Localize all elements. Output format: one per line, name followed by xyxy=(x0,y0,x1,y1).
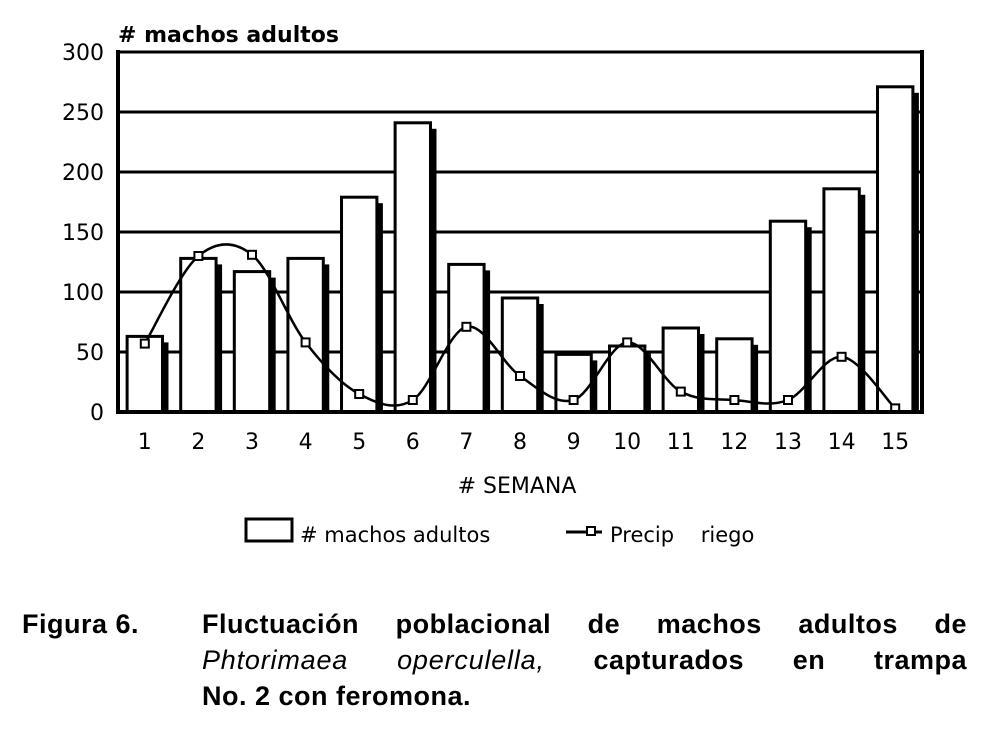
precip-point-8 xyxy=(516,372,524,380)
caption-line-3: No. 2 con feromona. xyxy=(202,681,472,711)
bar-2 xyxy=(181,258,216,412)
precip-point-9 xyxy=(570,396,578,404)
x-tick-label-12: 12 xyxy=(720,430,749,455)
legend-line-label: Precip riego xyxy=(610,523,755,547)
y-tick-label-250: 250 xyxy=(62,101,104,126)
precip-point-7 xyxy=(462,323,470,331)
x-tick-label-13: 13 xyxy=(774,430,802,455)
x-tick-label-10: 10 xyxy=(613,430,642,455)
precip-point-2 xyxy=(194,252,202,260)
bar-14 xyxy=(824,189,859,412)
precip-point-4 xyxy=(302,338,310,346)
x-tick-label-7: 7 xyxy=(459,430,474,455)
x-axis-label: # SEMANA xyxy=(457,474,577,499)
precip-point-10 xyxy=(623,338,631,346)
caption-line-2-rest: capturados en trampa xyxy=(544,645,968,675)
precip-point-1 xyxy=(141,340,149,348)
caption-line-1: Fluctuación poblacional de machos adultos de xyxy=(202,609,967,639)
bar-8 xyxy=(502,298,537,412)
x-tick-label-6: 6 xyxy=(405,430,420,455)
y-tick-label-300: 300 xyxy=(62,41,104,66)
legend-bar-label: # machos adultos xyxy=(300,523,491,547)
x-tick-label-2: 2 xyxy=(191,430,206,455)
bar-3 xyxy=(234,272,269,412)
x-tick-label-9: 9 xyxy=(566,430,581,455)
x-tick-label-5: 5 xyxy=(352,430,367,455)
precip-point-14 xyxy=(838,353,846,361)
bar-4 xyxy=(288,258,323,412)
y-tick-label-150: 150 xyxy=(62,221,104,246)
bar-10 xyxy=(610,346,645,412)
x-tick-label-14: 14 xyxy=(827,430,856,455)
precip-point-3 xyxy=(248,251,256,259)
legend-line-marker xyxy=(587,527,595,535)
bar-15 xyxy=(878,87,913,412)
precip-point-13 xyxy=(784,396,792,404)
precip-point-6 xyxy=(409,396,417,404)
y-axis-label: # machos adultos xyxy=(118,23,339,48)
x-tick-label-8: 8 xyxy=(513,430,527,455)
x-tick-label-4: 4 xyxy=(298,430,313,455)
caption-body xyxy=(202,606,967,714)
bar-11 xyxy=(663,328,698,412)
caption-line-2 xyxy=(202,642,967,678)
bar-5 xyxy=(342,197,377,412)
bar-6 xyxy=(395,123,430,412)
y-tick-label-0: 0 xyxy=(90,401,104,426)
x-tick-label-11: 11 xyxy=(666,430,695,455)
bar-13 xyxy=(770,221,805,412)
precip-point-11 xyxy=(677,388,685,396)
y-tick-label-100: 100 xyxy=(62,281,104,306)
legend-bar-swatch xyxy=(246,519,292,541)
x-tick-label-15: 15 xyxy=(881,430,910,455)
precip-point-12 xyxy=(730,396,738,404)
y-tick-label-50: 50 xyxy=(76,341,104,366)
caption-species: Phtorimaea operculella, xyxy=(202,645,545,675)
x-tick-label-1: 1 xyxy=(137,430,152,455)
y-tick-label-200: 200 xyxy=(62,161,104,186)
legend xyxy=(246,519,754,547)
caption-label: Figura 6. xyxy=(22,609,140,639)
x-tick-label-3: 3 xyxy=(245,430,259,455)
precip-point-5 xyxy=(355,390,363,398)
